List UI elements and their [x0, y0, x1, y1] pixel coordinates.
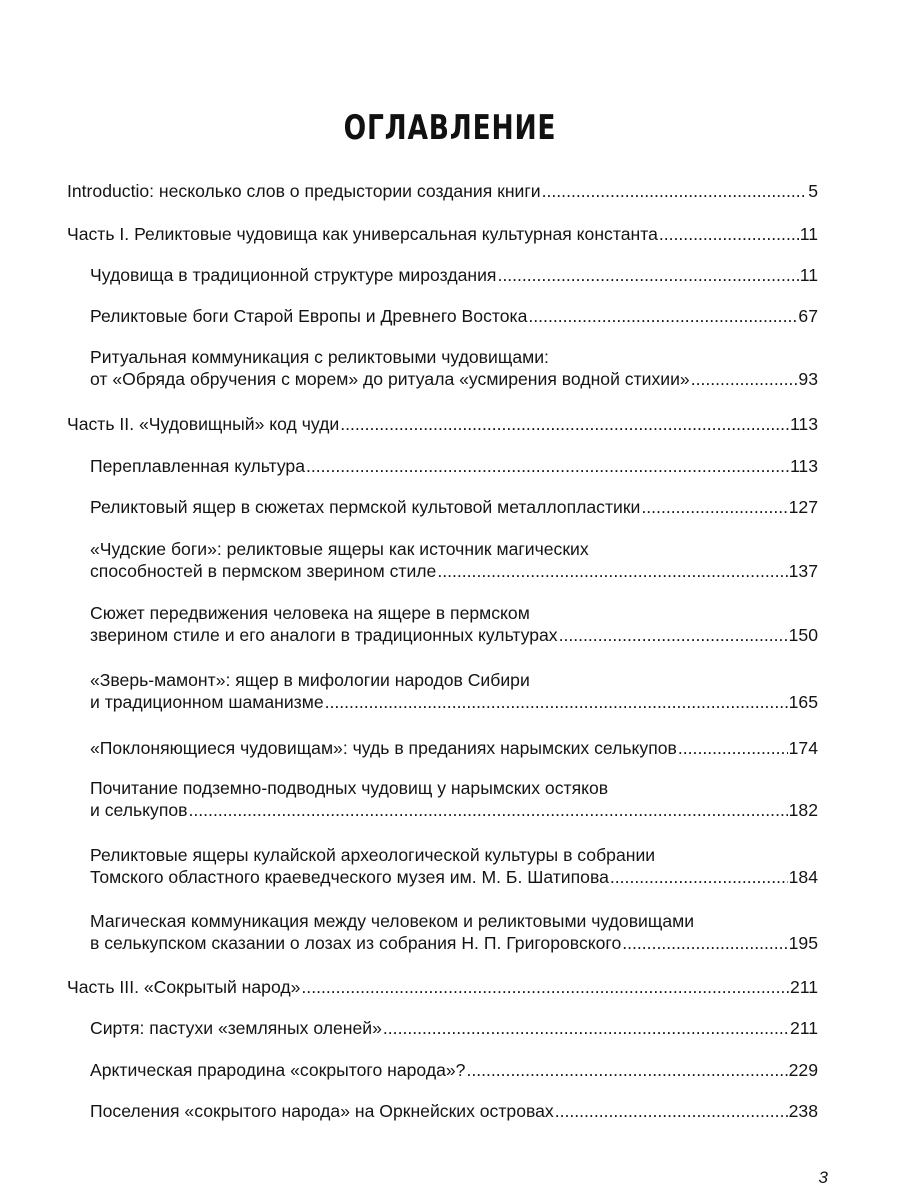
toc-entry[interactable] — [90, 737, 818, 759]
toc-entry[interactable] — [90, 346, 818, 390]
dot-leader — [559, 624, 788, 646]
toc-entry-title-continued: Томского областного краеведческого музея им. М. Б. Шатипова — [90, 867, 609, 887]
toc-entry[interactable] — [90, 602, 818, 646]
toc-entry-title: Переплавленная культура — [90, 456, 305, 476]
toc-entry-page: 11 — [799, 224, 818, 244]
dot-leader — [466, 1059, 787, 1081]
toc-entry[interactable] — [90, 264, 818, 286]
dot-leader — [691, 368, 798, 390]
dot-leader — [610, 866, 788, 888]
toc-entry-page: 11 — [799, 265, 818, 285]
dot-leader — [555, 1100, 788, 1122]
toc-entry-title: Часть II. «Чудовищный» код чуди — [67, 414, 340, 434]
toc-entry-title: Сюжет передвижения человека на ящере в пермском — [90, 603, 530, 623]
toc-entry-title: Часть III. «Сокрытый народ» — [67, 977, 301, 997]
dot-leader — [678, 737, 788, 759]
toc-entry-title-continued: и традиционном шаманизме — [90, 692, 324, 712]
toc-entry-title: Ритуальная коммуникация с реликтовыми чудовищами: — [90, 347, 549, 367]
toc-entry-title: «Чудские боги»: реликтовые ящеры как источник магических — [90, 539, 589, 559]
toc-entry[interactable] — [90, 455, 818, 477]
toc-entry-page: 182 — [788, 800, 818, 820]
dot-leader — [542, 180, 808, 202]
toc-entry-title: Почитание подземно-подводных чудовищ у нарымских остяков — [90, 778, 609, 798]
dot-leader — [325, 691, 788, 713]
toc-entry-page: 93 — [798, 369, 818, 389]
toc-entry[interactable] — [90, 1100, 818, 1122]
toc-entry-title-continued: способностей в пермском зверином стиле — [90, 561, 437, 581]
toc-entry-title: Арктическая прародина «сокрытого народа»? — [90, 1060, 466, 1080]
toc-entry-title: Сиртя: пастухи «земляных оленей» — [90, 1018, 382, 1038]
dot-leader — [528, 305, 797, 327]
toc-entry-title: «Зверь-мамонт»: ящер в мифологии народов Сибири — [90, 670, 530, 690]
dot-leader — [301, 976, 789, 998]
toc-entry-title: Реликтовые боги Старой Европы и Древнего Востока — [90, 306, 528, 326]
toc-entry-page: 67 — [798, 306, 818, 326]
dot-leader — [497, 264, 798, 286]
toc-entry-title: «Поклоняющиеся чудовищам»: чудь в преданиях нарымских селькупов — [90, 738, 677, 758]
toc-entry-page: 195 — [788, 933, 818, 953]
toc-entry-page: 127 — [788, 497, 818, 517]
toc-entry-title: Реликтовый ящер в сюжетах пермской культовой металлопластики — [90, 497, 641, 517]
toc-entry-title-continued: зверином стиле и его аналоги в традиционных культурах — [90, 625, 558, 645]
toc-entry-page: 229 — [788, 1060, 818, 1080]
toc-entry[interactable] — [90, 669, 818, 713]
toc-entry[interactable] — [90, 1017, 818, 1039]
toc-entry-page: 211 — [789, 977, 818, 997]
toc-entry-page: 211 — [789, 1018, 818, 1038]
toc-entry[interactable] — [67, 413, 818, 435]
dot-leader — [306, 455, 789, 477]
toc-entry-page: 137 — [788, 561, 818, 581]
toc-entry-title-continued: в селькупском сказании о лозах из собрания Н. П. Григоровского — [90, 933, 622, 953]
dot-leader — [383, 1017, 789, 1039]
toc-entry-page: 165 — [788, 692, 818, 712]
toc-entry[interactable] — [67, 223, 818, 245]
toc-entry[interactable] — [90, 910, 818, 954]
page-number: 3 — [818, 1168, 828, 1187]
dot-leader — [641, 496, 787, 518]
dot-leader — [659, 223, 799, 245]
toc-entry-page: 5 — [808, 181, 818, 201]
toc-entry-title: Поселения «сокрытого народа» на Оркнейских островах — [90, 1101, 554, 1121]
dot-leader — [189, 799, 788, 821]
toc-entry-title: Introductio: несколько слов о предыстории создания книги — [67, 181, 541, 201]
toc-entry[interactable] — [90, 777, 818, 821]
toc-entry-page: 113 — [789, 414, 818, 434]
toc-entry-title: Чудовища в традиционной структуре мироздания — [90, 265, 497, 285]
toc-entry-title-continued: от «Обряда обручения с морем» до ритуала «усмирения водной стихии» — [90, 369, 690, 389]
toc-entry-page: 150 — [788, 625, 818, 645]
toc-entry-page: 184 — [788, 867, 818, 887]
toc-entry[interactable] — [90, 305, 818, 327]
toc-entry-title: Часть I. Реликтовые чудовища как универсальная культурная константа — [67, 224, 658, 244]
dot-leader — [340, 413, 789, 435]
toc-entry[interactable] — [90, 538, 818, 582]
toc-entry-page: 113 — [789, 456, 818, 476]
toc-entry[interactable] — [90, 1059, 818, 1081]
toc-entry-page: 174 — [788, 738, 818, 758]
dot-leader — [622, 932, 787, 954]
toc-entry-title-continued: и селькупов — [90, 800, 188, 820]
toc-entry[interactable] — [90, 496, 818, 518]
toc-entry[interactable] — [67, 180, 818, 202]
toc-entry-title: Магическая коммуникация между человеком и реликтовыми чудовищами — [90, 911, 695, 931]
toc-entry-page: 238 — [788, 1101, 818, 1121]
toc-entry-title: Реликтовые ящеры кулайской археологической культуры в собрании — [90, 845, 656, 865]
page-title: ОГЛАВЛЕНИЕ — [343, 108, 557, 148]
toc-entry[interactable] — [90, 844, 818, 888]
dot-leader — [437, 560, 787, 582]
toc-entry[interactable] — [67, 976, 818, 998]
